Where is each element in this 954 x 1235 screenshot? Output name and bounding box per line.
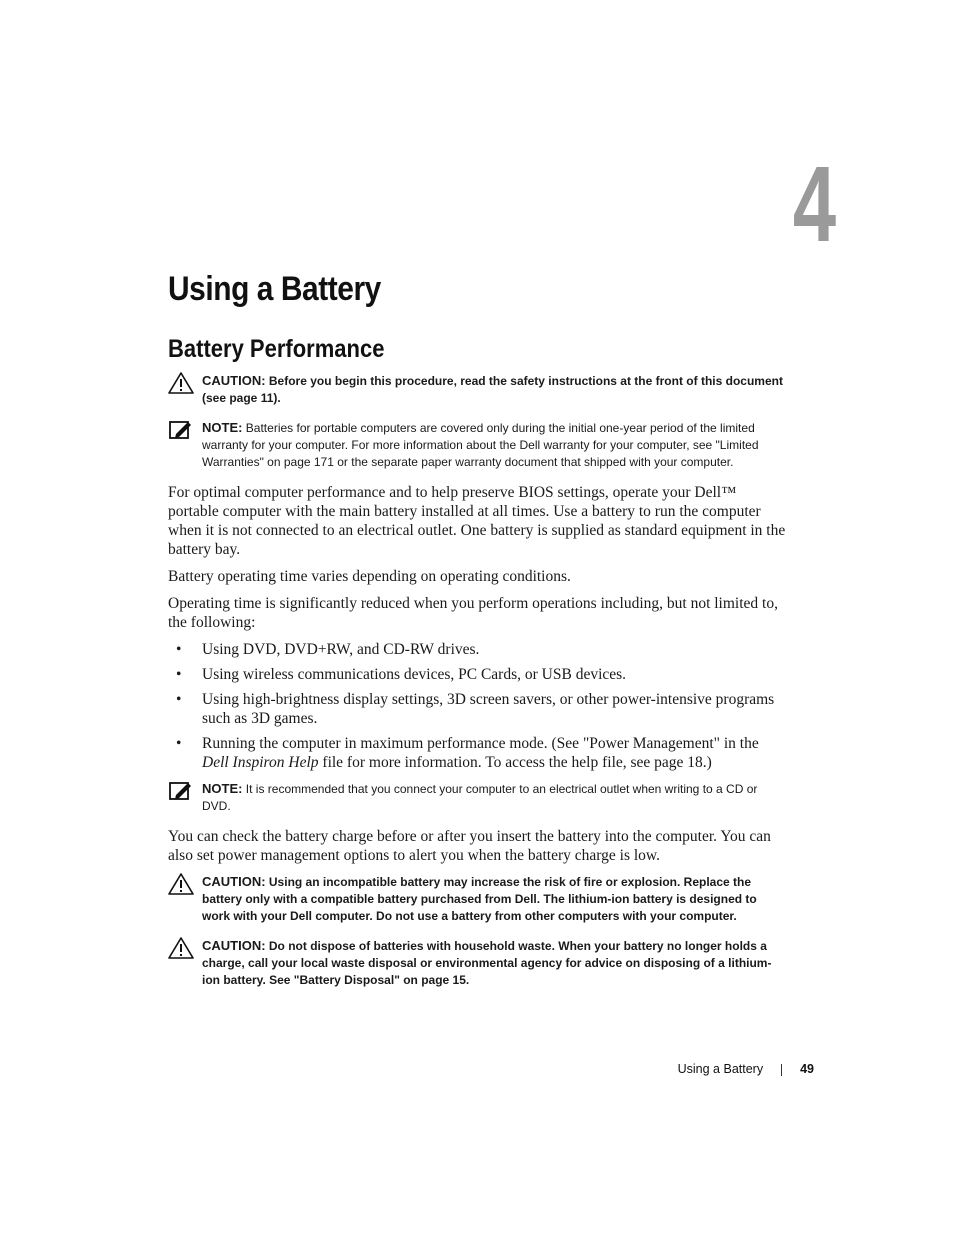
warning-triangle-icon	[168, 937, 194, 959]
list-item: • Running the computer in maximum performance mode. (See "Power Management" in the Dell Inspiron Help file for more information. To access the help file, see page 18.)	[176, 735, 759, 771]
list-item: • Using DVD, DVD+RW, and CD-RW drives.	[176, 641, 480, 658]
chapter-title: Using a Battery	[168, 270, 381, 308]
warning-triangle-icon	[168, 372, 194, 394]
caution-text: Before you begin this procedure, read the safety instructions at the front of this document (see page 11).	[202, 374, 783, 405]
operations-list	[168, 640, 786, 772]
caution-label: CAUTION:	[202, 373, 266, 388]
page-content	[168, 372, 786, 1001]
note-label: NOTE:	[202, 420, 243, 435]
help-reference: Dell Inspiron Help	[202, 754, 319, 771]
list-item: • Using wireless communications devices, PC Cards, or USB devices.	[176, 666, 627, 683]
footer-divider	[781, 1064, 782, 1076]
warning-triangle-icon	[168, 873, 194, 895]
caution-text: Do not dispose of batteries with household waste. When your battery no longer holds a charge, call your local waste disposal or environmental agency for advice on disposing of a lithium-ion battery. See "Battery Disposal" on page 15.	[202, 939, 772, 987]
page-number: 49	[800, 1062, 814, 1076]
pencil-note-icon	[168, 780, 194, 802]
section-title: Battery Performance	[168, 335, 385, 363]
body-paragraph: Operating time is significantly reduced when you perform operations including, but not limited to, the following:	[168, 595, 778, 631]
note-notice	[168, 419, 786, 471]
caution-notice	[168, 372, 786, 407]
list-item: • Using high-brightness display settings, 3D screen savers, or other power-intensive programs such as 3D games.	[176, 691, 775, 727]
caution-label: CAUTION:	[202, 938, 266, 953]
body-paragraph: Battery operating time varies depending on operating conditions.	[168, 568, 571, 585]
caution-text: Using an incompatible battery may increase the risk of fire or explosion. Replace the battery only with a compatible battery purchased from Dell. The lithium-ion battery is designed to work with your Dell computer. Do not use a battery from other computers with your computer.	[202, 875, 757, 923]
body-paragraph: You can check the battery charge before or after you insert the battery into the computer. You can also set power management options to alert you when the battery charge is low.	[168, 828, 771, 864]
page-footer	[678, 1062, 814, 1076]
body-paragraph: For optimal computer performance and to help preserve BIOS settings, operate your Dell™ portable computer with the main battery installed at all times. Use a battery to run the computer when it is not connected to an electrical outlet. One battery is supplied as standard equipment in the battery bay.	[168, 484, 786, 558]
note-text: It is recommended that you connect your computer to an electrical outlet when writing to a CD or DVD.	[202, 782, 758, 813]
caution-label: CAUTION:	[202, 874, 266, 889]
pencil-note-icon	[168, 419, 194, 441]
note-label: NOTE:	[202, 781, 243, 796]
footer-title: Using a Battery	[677, 1062, 764, 1076]
note-text: Batteries for portable computers are covered only during the initial one-year period of the limited warranty for your computer. For more information about the Dell warranty for your computer, see "Limited Warranties" on page 171 or the separate paper warranty document that shipped with your computer.	[202, 421, 759, 469]
caution-notice	[168, 937, 786, 989]
chapter-number: 4	[792, 143, 836, 264]
caution-notice	[168, 873, 786, 925]
note-notice	[168, 780, 786, 815]
